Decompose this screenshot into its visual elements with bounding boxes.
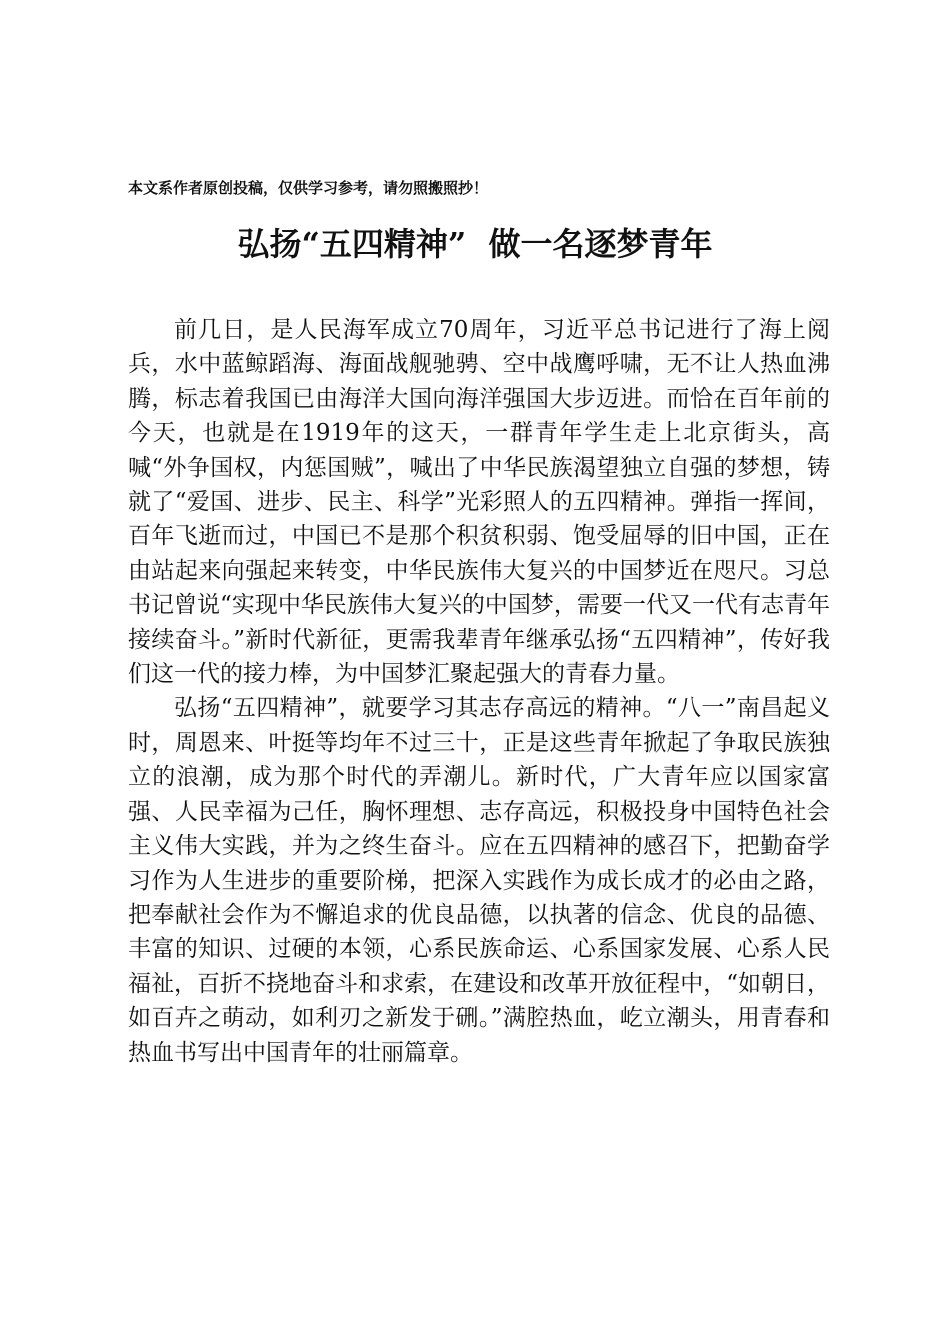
article-body — [128, 313, 830, 1070]
paragraph-1: 前几日，是人民海军成立70周年，习近平总书记进行了海上阅兵，水中蓝鲸蹈海、海面战舰驰骋、空中战鹰呼啸，无不让人热血沸腾，标志着我国已由海洋大国向海洋强国大步迈进。而恰在百年前的今天，也就是在1919年的这天，一群青年学生走上北京街头，高喊“外争国权，内惩国贼”，喊出了中华民族渴望独立自强的梦想，铸就了“爱国、进步、民主、科学”光彩照人的五四精神。弹指一挥间，百年飞逝而过，中国已不是那个积贫积弱、饱受屈辱的旧中国，正在由站起来向强起来转变，中华民族伟大复兴的中国梦近在咫尺。习总书记曾说“实现中华民族伟大复兴的中国梦，需要一代又一代有志青年接续奋斗。”新时代新征，更需我辈青年继承弘扬“五四精神”，传好我们这一代的接力棒，为中国梦汇聚起强大的青春力量。 — [128, 317, 830, 688]
paragraph-2: 弘扬“五四精神”，就要学习其志存高远的精神。“八一”南昌起义时，周恩来、叶挺等均年不过三十，正是这些青年掀起了争取民族独立的浪潮，成为那个时代的弄潮儿。新时代，广大青年应以国家富强、人民幸福为己任，胸怀理想、志存高远，积极投身中国特色社会主义伟大实践，并为之终生奋斗。应在五四精神的感召下，把勤奋学习作为人生进步的重要阶梯，把深入实践作为成长成才的必由之路，把奉献社会作为不懈追求的优良品德，以执著的信念、优良的品德、丰富的知识、过硬的本领，心系民族命运、心系国家发展、心系人民福祉，百折不挠地奋斗和求索，在建设和改革开放征程中，“如朝日，如百卉之萌动，如利刃之新发于硎。”满腔热血，屹立潮头，用青春和热血书写出中国青年的壮丽篇章。 — [128, 695, 830, 1066]
copyright-notice: 本文系作者原创投稿，仅供学习参考，请勿照搬照抄！ — [128, 179, 489, 197]
article-title: 弘扬“五四精神” 做一名逐梦青年 — [237, 225, 713, 263]
